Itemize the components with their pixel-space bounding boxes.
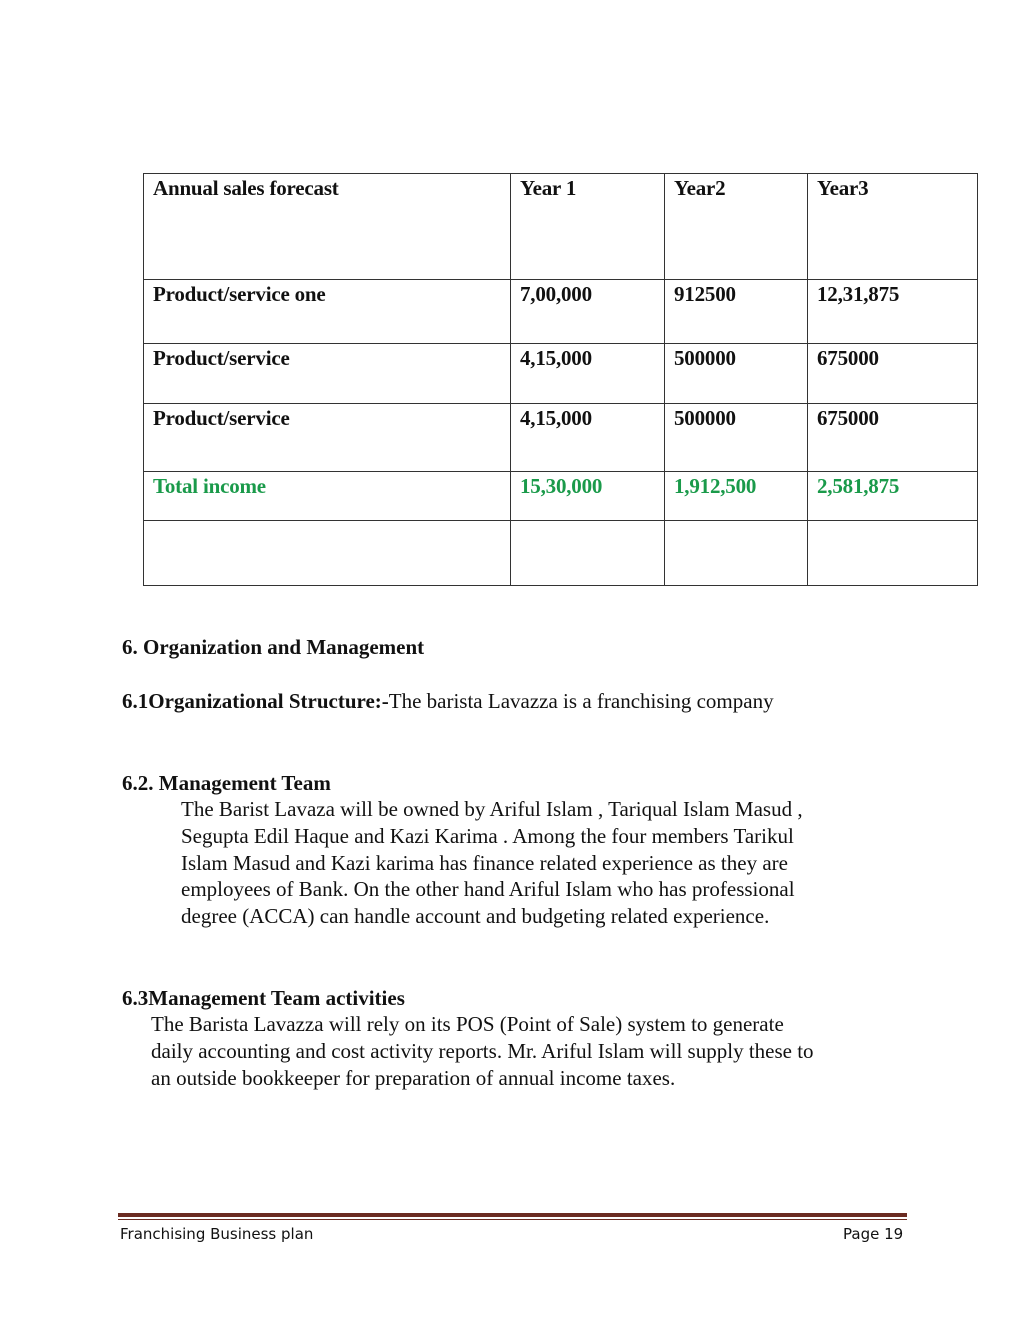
section-title-management-team-activities: 6.3Management Team activities bbox=[122, 986, 405, 1010]
table-total-row bbox=[144, 472, 978, 521]
section-title-management-team: 6.2. Management Team bbox=[122, 771, 331, 795]
paragraph-line: Islam Masud and Kazi karima has finance related experience as they are bbox=[181, 850, 788, 875]
organizational-structure-label: 6.1Organizational Structure:- bbox=[122, 689, 389, 713]
annual-sales-forecast-table bbox=[143, 173, 978, 586]
header-cell: Year2 bbox=[665, 174, 808, 280]
table-header-row bbox=[144, 174, 978, 280]
total-cell: Total income bbox=[144, 472, 511, 521]
organizational-structure-text: The barista Lavazza is a franchising company bbox=[388, 689, 774, 713]
paragraph-line: degree (ACCA) can handle account and budgeting related experience. bbox=[181, 904, 770, 929]
empty-cell bbox=[808, 521, 978, 586]
empty-cell bbox=[144, 521, 511, 586]
empty-cell bbox=[665, 521, 808, 586]
management-team-paragraph bbox=[181, 796, 803, 930]
paragraph-line: employees of Bank. On the other hand Ariful Islam who has professional bbox=[181, 877, 795, 902]
table-cell: 7,00,000 bbox=[511, 280, 665, 344]
paragraph-line: The Barista Lavazza will rely on its POS (Point of Sale) system to generate bbox=[151, 1012, 784, 1036]
table-cell: Product/service bbox=[144, 404, 511, 472]
organizational-structure-line bbox=[122, 688, 774, 715]
paragraph-line: Segupta Edil Haque and Kazi Karima . Among the four members Tarikul bbox=[181, 823, 794, 848]
total-cell: 2,581,875 bbox=[808, 472, 978, 521]
paragraph-line: an outside bookkeeper for preparation of annual income taxes. bbox=[151, 1065, 676, 1090]
paragraph-line: The Barist Lavaza will be owned by Ariful Islam , Tariqual Islam Masud , bbox=[181, 797, 803, 821]
table-cell: 912500 bbox=[665, 280, 808, 344]
paragraph-line: daily accounting and cost activity reports. Mr. Ariful Islam will supply these to bbox=[151, 1038, 814, 1063]
footer-rule-thin bbox=[118, 1219, 907, 1220]
table-row bbox=[144, 344, 978, 404]
header-cell: Year 1 bbox=[511, 174, 665, 280]
header-cell: Year3 bbox=[808, 174, 978, 280]
total-cell: 15,30,000 bbox=[511, 472, 665, 521]
table-empty-row bbox=[144, 521, 978, 586]
table-cell: 12,31,875 bbox=[808, 280, 978, 344]
total-cell: 1,912,500 bbox=[665, 472, 808, 521]
footer-page-number: Page 19 bbox=[843, 1225, 904, 1243]
table-cell: 4,15,000 bbox=[511, 404, 665, 472]
footer-document-title: Franchising Business plan bbox=[120, 1225, 314, 1243]
empty-cell bbox=[511, 521, 665, 586]
table-cell: 675000 bbox=[808, 404, 978, 472]
section-title-organization-management: 6. Organization and Management bbox=[122, 635, 425, 659]
header-cell: Annual sales forecast bbox=[144, 174, 511, 280]
table-cell: 4,15,000 bbox=[511, 344, 665, 404]
table-cell: 675000 bbox=[808, 344, 978, 404]
table-row bbox=[144, 280, 978, 344]
table-cell: Product/service one bbox=[144, 280, 511, 344]
table-cell: Product/service bbox=[144, 344, 511, 404]
table-row bbox=[144, 404, 978, 472]
table-cell: 500000 bbox=[665, 404, 808, 472]
footer-rule-thick bbox=[118, 1213, 907, 1217]
table-cell: 500000 bbox=[665, 344, 808, 404]
management-activities-paragraph bbox=[151, 1011, 814, 1091]
